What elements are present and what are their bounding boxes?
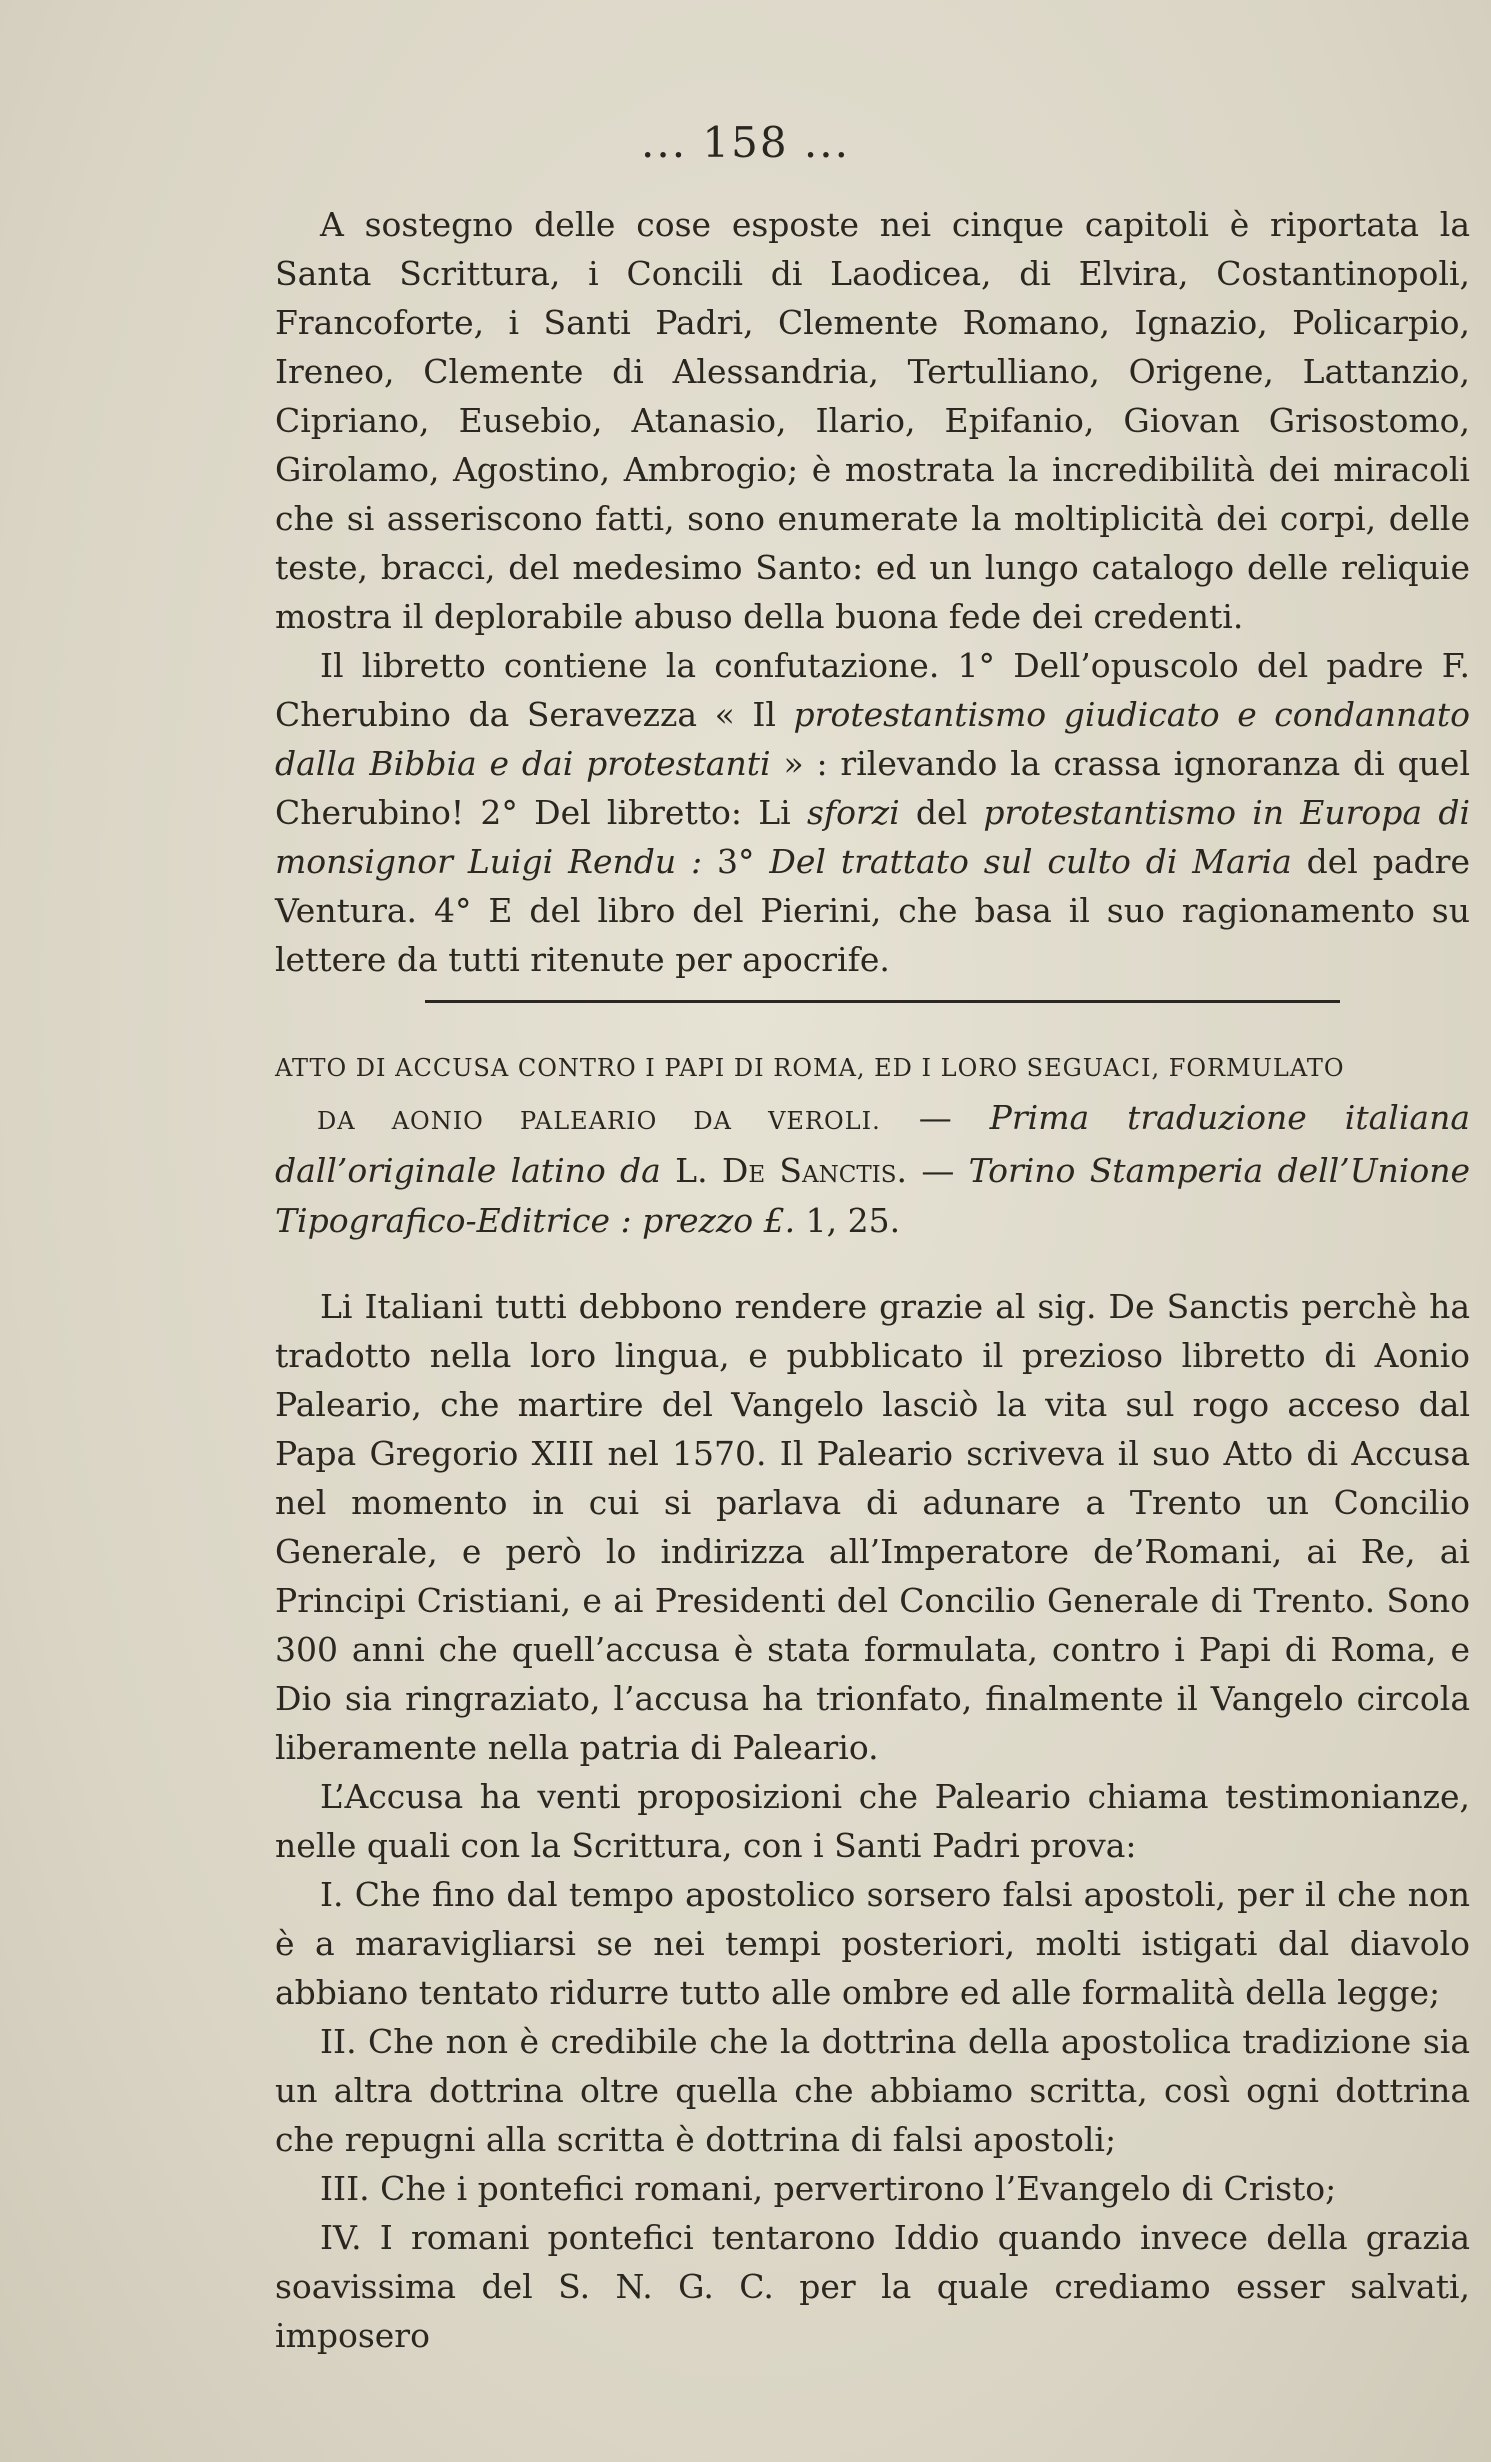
paragraph: A sostegno delle cose esposte nei cinque capitoli è riportata la Santa Scrittura, i Concili di Laodicea, di Elvira, Costantinopoli, Francoforte, i Santi Padri, Clemente Romano, Ignazio, Policarpio, Ireneo, Clemente di Alessandria, Tertulliano, Origene, Lattanzio, Cipriano, Eusebio, Atanasio, Ilario, Epifanio, Giovan Grisostomo, Girolamo, Agostino, Ambrogio; è mostrata la incredibilità dei miracoli che si asseriscono fatti, sono enumerate la moltiplicità dei corpi, delle teste, bracci, del medesimo Santo: ed un lungo catalogo delle reliquie mostra il deplorabile abuso della buona fede dei credenti.: [275, 205, 1470, 636]
text-run: del: [899, 793, 984, 832]
list-item: IV. I romani pontefici tentarono Iddio quando invece della grazia soavissima del S. N. G. C. per la quale crediamo esser salvati, imposero: [275, 2218, 1470, 2355]
price: 1, 25.: [795, 1201, 901, 1240]
list-item: III. Che i pontefici romani, pervertirono l’Evangelo di Cristo;: [320, 2169, 1337, 2208]
review-title-line-1: ATTO DI ACCUSA CONTRO I PAPI DI ROMA, ED I LORO SEGUACI, FORMULATO: [275, 1054, 1345, 1082]
paragraph: Li Italiani tutti debbono rendere grazie al sig. De Sanctis perchè ha tradotto nella loro lingua, e pubblicato il prezioso libretto di Aonio Paleario, che martire del Vangelo lasciò la vita sul rogo acceso dal Papa Gregorio XIII nel 1570. Il Paleario scriveva il suo Atto di Accusa nel momento in cui si parlava di adunare a Trento un Concilio Generale, e però lo indirizza all’Imperatore de’Romani, ai Re, ai Principi Cristiani, e ai Presidenti del Concilio Generale di Trento. Sono 300 anni che quell’accusa è stata formulata, contro i Papi di Roma, e Dio sia ringraziato, l’accusa ha trionfato, finalmente il Vangelo circola liberamente nella patria di Paleario.: [275, 1287, 1470, 1767]
text-run: 3°: [702, 842, 770, 881]
paragraph: L’Accusa ha venti proposizioni che Paleario chiama testimonianze, nelle quali con la Scrittura, con i Santi Padri prova:: [275, 1777, 1470, 1865]
list-item: I. Che fino dal tempo apostolico sorsero falsi apostoli, per il che non è a maravigliarsi se nei tempi posteriori, molti istigati dal diavolo abbiano tentato ridurre tutto alle ombre ed alle formalità della legge;: [275, 1875, 1470, 2012]
review-continuation: [275, 200, 1470, 984]
review-body: [275, 1282, 1470, 2360]
text-run: Il libretto contiene la confutazione. 1° Dell’opuscolo del padre F. Cherubino da Seravezza « Il: [275, 646, 1470, 734]
italic-title: protestantismo in Europa di monsignor Luigi Rendu :: [275, 793, 1471, 881]
page-number: ... 158 ...: [641, 118, 850, 167]
review-title-line-2: [275, 1098, 1470, 1240]
publisher-info: Torino Stamperia dell’Unione Tipografico-Editrice : prezzo £.: [275, 1151, 1470, 1240]
text-run: del padre Ventura. 4° E del libro del Pierini, che basa il suo ragionamento su lettere da tutti ritenute per apocrife.: [275, 842, 1470, 979]
translator-name: L. De Sanctis.: [675, 1151, 908, 1190]
section-divider: [425, 1000, 1340, 1003]
italic-title: protestantismo giudicato e condannato dalla Bibbia e dai protestanti: [275, 695, 1471, 783]
review-heading: [275, 1040, 1470, 1246]
dash: —: [907, 1151, 969, 1190]
italic-title: Del trattato sul culto di Maria: [769, 842, 1292, 881]
review-title-author: DA AONIO PALEARIO DA VEROLI.: [317, 1107, 881, 1135]
paragraph: [275, 641, 1470, 984]
italic-title: sforzi: [806, 793, 900, 832]
dash: —: [880, 1098, 990, 1137]
text-run: » : rilevando la crassa ignoranza di quel Cherubino! 2° Del libretto: Li: [275, 744, 1471, 832]
translation-note: Prima traduzione italiana dall’originale latino da: [275, 1098, 1471, 1190]
list-item: II. Che non è credibile che la dottrina della apostolica tradizione sia un altra dottrina oltre quella che abbiamo scritta, così ogni dottrina che repugni alla scritta è dottrina di falsi apostoli;: [275, 2022, 1470, 2159]
